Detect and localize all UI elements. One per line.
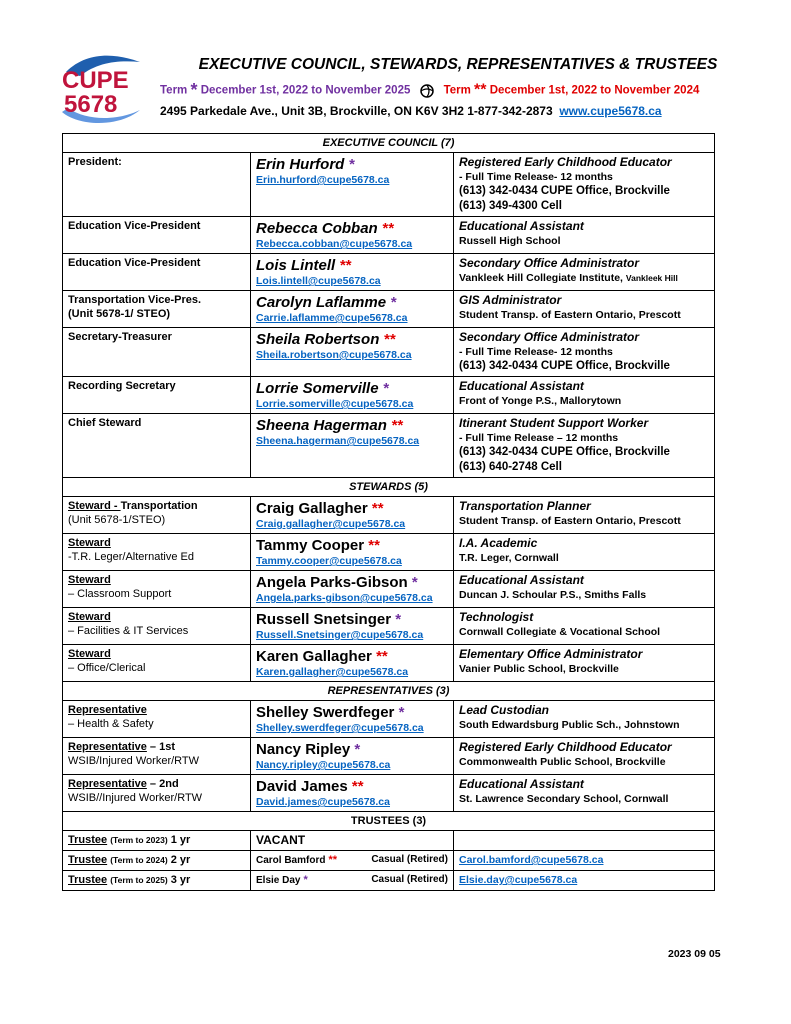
workplace-line: Cornwall Collegiate & Vocational School xyxy=(459,626,661,638)
member-name xyxy=(256,740,448,759)
job-title: Secondary Office Administrator xyxy=(459,330,640,344)
trustee-years: 3 yr xyxy=(170,874,191,886)
member-row xyxy=(63,414,715,478)
member-name-text: Carolyn Laflamme xyxy=(256,294,387,311)
role-subtitle: – Health & Safety xyxy=(68,718,154,730)
job-cell xyxy=(454,534,715,571)
member-name xyxy=(256,777,448,796)
email-link[interactable]: Sheena.hagerman@cupe5678.ca xyxy=(256,435,420,447)
role-cell xyxy=(63,775,251,812)
section-title: REPRESENTATIVES (3) xyxy=(63,682,715,701)
website-link[interactable]: www.cupe5678.ca xyxy=(559,104,662,118)
job-cell xyxy=(454,217,715,254)
member-name-text: Rebecca Cobban xyxy=(256,220,378,237)
member-name-text: Lorrie Somerville xyxy=(256,380,379,397)
email-link[interactable]: Tammy.cooper@cupe5678.ca xyxy=(256,555,402,567)
name-cell xyxy=(251,291,454,328)
email-link[interactable]: Angela.parks-gibson@cupe5678.ca xyxy=(256,592,433,604)
email-link[interactable]: Nancy.ripley@cupe5678.ca xyxy=(256,759,391,771)
member-name xyxy=(256,703,448,722)
email-link[interactable]: Shelley.swerdfeger@cupe5678.ca xyxy=(256,722,424,734)
member-row xyxy=(63,291,715,328)
trustee-status: Casual (Retired) xyxy=(371,854,448,865)
role-title: Chief Steward xyxy=(68,417,142,429)
job-title: Registered Early Childhood Educator xyxy=(459,155,672,169)
trustee-years: 2 yr xyxy=(170,854,191,866)
job-cell xyxy=(454,738,715,775)
address-line xyxy=(148,104,768,118)
job-title: Itinerant Student Support Worker xyxy=(459,416,649,430)
address: 2495 Parkedale Ave., Unit 3B, Brockville, ON K6V 3H2 1-877-342-2873 xyxy=(160,104,553,118)
member-name-text: Shelley Swerdfeger xyxy=(256,704,395,721)
role-cell xyxy=(63,645,251,682)
name-cell xyxy=(251,701,454,738)
email-link[interactable]: Lorrie.somerville@cupe5678.ca xyxy=(256,398,414,410)
trustee-title-cell xyxy=(63,871,251,891)
job-cell xyxy=(454,701,715,738)
workplace-line: South Edwardsburg Public Sch., Johnstown xyxy=(459,719,680,731)
member-name-text: David James xyxy=(256,778,348,795)
role-suffix: – 1st xyxy=(146,741,176,753)
section-title: TRUSTEES (3) xyxy=(63,812,715,831)
email-link[interactable]: Erin.hurford@cupe5678.ca xyxy=(256,174,390,186)
member-row xyxy=(63,328,715,377)
name-cell xyxy=(251,328,454,377)
member-name xyxy=(256,219,448,238)
role-subtitle: (Unit 5678-1/ STEO) xyxy=(68,308,171,320)
member-row xyxy=(63,377,715,414)
role-cell xyxy=(63,701,251,738)
term-marker: ** xyxy=(339,257,352,274)
role-title: Steward xyxy=(68,648,111,660)
member-name-text: Erin Hurford xyxy=(256,156,345,173)
job-title: Educational Assistant xyxy=(459,573,584,587)
job-title: GIS Administrator xyxy=(459,293,562,307)
trustee-email-cell xyxy=(454,851,715,871)
member-row xyxy=(63,738,715,775)
trustee-email-cell xyxy=(454,871,715,891)
document-header xyxy=(148,52,768,118)
role-title: Education Vice-President xyxy=(68,220,201,232)
member-name xyxy=(256,416,448,435)
member-name-text: Sheena Hagerman xyxy=(256,417,387,434)
name-cell xyxy=(251,645,454,682)
role-title: Education Vice-President xyxy=(68,257,201,269)
trustee-status: Casual (Retired) xyxy=(371,874,448,885)
trustee-title: Trustee xyxy=(68,834,108,846)
term-marker: * xyxy=(354,741,361,758)
trustee-row xyxy=(63,831,715,851)
term2-marker: ** xyxy=(474,81,487,99)
member-row xyxy=(63,608,715,645)
term1-label: Term xyxy=(160,84,188,97)
role-subtitle: – Office/Clerical xyxy=(68,662,146,674)
name-cell xyxy=(251,153,454,217)
job-cell xyxy=(454,254,715,291)
trustee-name: Carol Bamford xyxy=(256,855,326,866)
trustee-row xyxy=(63,851,715,871)
section-header-row xyxy=(63,682,715,701)
job-title: Educational Assistant xyxy=(459,219,584,233)
logo-text-cupe: CUPE xyxy=(62,67,129,94)
role-title: Representative xyxy=(68,704,147,716)
job-title: Educational Assistant xyxy=(459,379,584,393)
role-cell xyxy=(63,291,251,328)
workplace-line: - Full Time Release – 12 months xyxy=(459,432,619,444)
role-title: Secretary-Treasurer xyxy=(68,331,172,343)
member-name xyxy=(256,155,448,174)
email-link[interactable]: Russell.Snetsinger@cupe5678.ca xyxy=(256,629,424,641)
email-link[interactable]: Lois.lintell@cupe5678.ca xyxy=(256,275,381,287)
member-name-text: Tammy Cooper xyxy=(256,537,365,554)
term-marker: ** xyxy=(368,537,380,554)
trustee-name-cell xyxy=(251,831,454,851)
role-cell xyxy=(63,571,251,608)
member-name xyxy=(256,499,448,518)
member-name xyxy=(256,536,448,555)
workplace-line: St. Lawrence Secondary School, Cornwall xyxy=(459,793,669,805)
role-cell xyxy=(63,328,251,377)
role-title: Recording Secretary xyxy=(68,380,176,392)
name-cell xyxy=(251,608,454,645)
document-date: 2023 09 05 xyxy=(668,948,721,960)
workplace-line: T.R. Leger, Cornwall xyxy=(459,552,559,564)
member-name xyxy=(256,379,448,398)
job-title: Transportation Planner xyxy=(459,499,591,513)
member-name-text: Sheila Robertson xyxy=(256,331,380,348)
workplace-line: Commonwealth Public School, Brockville xyxy=(459,756,666,768)
trustee-name: Elsie Day xyxy=(256,875,301,886)
member-name-text: Karen Gallagher xyxy=(256,648,372,665)
role-cell xyxy=(63,738,251,775)
section-title: STEWARDS (5) xyxy=(63,478,715,497)
member-name xyxy=(256,647,448,666)
member-row xyxy=(63,497,715,534)
role-title: Steward xyxy=(68,611,111,623)
workplace-line: Front of Yonge P.S., Mallorytown xyxy=(459,395,622,407)
role-subtitle: WSIB//Injured Worker/RTW xyxy=(68,792,203,804)
member-row xyxy=(63,534,715,571)
term-marker: ** xyxy=(381,220,394,237)
term-marker: * xyxy=(398,704,405,721)
document-title: EXECUTIVE COUNCIL, STEWARDS, REPRESENTATIVES & TRUSTEES xyxy=(198,56,718,73)
workplace-text: Vankleek Hill Collegiate Institute, xyxy=(459,272,623,284)
member-name xyxy=(256,610,448,629)
email-link[interactable]: Rebecca.cobban@cupe5678.ca xyxy=(256,238,413,250)
name-cell xyxy=(251,738,454,775)
section-header-row xyxy=(63,812,715,831)
role-title: Transportation Vice-Pres. xyxy=(68,294,202,306)
trustee-row xyxy=(63,871,715,891)
job-title: Lead Custodian xyxy=(459,703,550,717)
name-cell xyxy=(251,775,454,812)
member-row xyxy=(63,254,715,291)
job-cell xyxy=(454,571,715,608)
member-name xyxy=(256,256,448,275)
job-cell xyxy=(454,328,715,377)
job-cell xyxy=(454,645,715,682)
workplace-line: Student Transp. of Eastern Ontario, Prescott xyxy=(459,309,681,321)
trustee-term: (Term to 2025) xyxy=(110,875,168,885)
workplace-line xyxy=(459,271,709,285)
role-cell xyxy=(63,153,251,217)
role-title: Steward xyxy=(68,574,111,586)
term1-text: December 1st, 2022 to November 2025 xyxy=(200,84,411,97)
job-cell xyxy=(454,608,715,645)
role-title: Representative xyxy=(68,778,147,790)
email-link[interactable]: Carrie.laflamme@cupe5678.ca xyxy=(256,312,408,324)
term-marker: ** xyxy=(328,854,338,866)
term2-text: December 1st, 2022 to November 2024 xyxy=(489,84,700,97)
logo-text-number: 5678 xyxy=(64,91,118,118)
term-marker: * xyxy=(411,574,418,591)
job-cell xyxy=(454,377,715,414)
member-name-text: Craig Gallagher xyxy=(256,500,368,517)
role-title: Steward xyxy=(68,537,111,549)
role-subtitle: (Unit 5678-1/STEO) xyxy=(68,514,166,526)
member-name-text: Nancy Ripley xyxy=(256,741,351,758)
phone-line: (613) 342-0434 CUPE Office, Brockville xyxy=(459,446,670,458)
workplace-town: Vankleek Hill xyxy=(625,273,678,283)
job-cell xyxy=(454,414,715,478)
term-marker: ** xyxy=(391,417,403,434)
term2-label: Term xyxy=(443,84,471,97)
email-link[interactable]: Elsie.day@cupe5678.ca xyxy=(459,874,578,886)
name-cell xyxy=(251,254,454,291)
term1-marker: * xyxy=(190,80,198,100)
workplace-line: Vanier Public School, Brockville xyxy=(459,663,619,675)
roster-table xyxy=(62,133,715,891)
term-marker: ** xyxy=(351,778,364,795)
role-title: Representative xyxy=(68,741,147,753)
email-link[interactable]: Carol.bamford@cupe5678.ca xyxy=(459,854,604,866)
member-name-text: Russell Snetsinger xyxy=(256,611,392,628)
role-cell xyxy=(63,217,251,254)
job-title: Elementary Office Administrator xyxy=(459,647,643,661)
phone-line: (613) 342-0434 CUPE Office, Brockville xyxy=(459,185,670,197)
job-title: Educational Assistant xyxy=(459,777,584,791)
email-link[interactable]: Sheila.robertson@cupe5678.ca xyxy=(256,349,412,361)
role-title: President: xyxy=(68,156,122,168)
workplace-line: Student Transp. of Eastern Ontario, Prescott xyxy=(459,515,681,527)
section-header-row xyxy=(63,478,715,497)
member-name-text: Angela Parks-Gibson xyxy=(256,574,408,591)
email-link[interactable]: Craig.gallagher@cupe5678.ca xyxy=(256,518,406,530)
email-link[interactable]: David.james@cupe5678.ca xyxy=(256,796,390,808)
section-title: EXECUTIVE COUNCIL (7) xyxy=(63,134,715,153)
name-cell xyxy=(251,497,454,534)
job-cell xyxy=(454,497,715,534)
trustee-title: Trustee xyxy=(68,874,108,886)
role-cell xyxy=(63,534,251,571)
term-marker: * xyxy=(382,380,389,397)
phone-line: (613) 342-0434 CUPE Office, Brockville xyxy=(459,360,670,372)
job-cell xyxy=(454,153,715,217)
member-row xyxy=(63,153,715,217)
workplace-line: Duncan J. Schoular P.S., Smiths Falls xyxy=(459,589,647,601)
trustee-term: (Term to 2024) xyxy=(110,855,168,865)
phone-line: (613) 640-2748 Cell xyxy=(459,461,562,473)
role-cell xyxy=(63,377,251,414)
role-subtitle: – Facilities & IT Services xyxy=(68,625,189,637)
trustee-name-cell xyxy=(251,871,454,891)
member-row xyxy=(63,217,715,254)
job-cell xyxy=(454,291,715,328)
member-name xyxy=(256,293,448,312)
trustee-email-cell xyxy=(454,831,715,851)
trustee-name: VACANT xyxy=(256,833,306,847)
workplace-line: - Full Time Release- 12 months xyxy=(459,171,613,183)
trustee-term: (Term to 2023) xyxy=(110,835,168,845)
job-title: Technologist xyxy=(459,610,534,624)
job-cell xyxy=(454,775,715,812)
role-cell xyxy=(63,608,251,645)
job-title: Secondary Office Administrator xyxy=(459,256,640,270)
job-title: Registered Early Childhood Educator xyxy=(459,740,672,754)
term-marker: * xyxy=(303,874,308,886)
trustee-title-cell xyxy=(63,831,251,851)
trustee-title-cell xyxy=(63,851,251,871)
role-subtitle: WSIB/Injured Worker/RTW xyxy=(68,755,200,767)
cupe-logo xyxy=(58,52,142,126)
role-cell xyxy=(63,414,251,478)
name-cell xyxy=(251,534,454,571)
member-name xyxy=(256,573,448,592)
term-marker: * xyxy=(395,611,402,628)
name-cell xyxy=(251,377,454,414)
member-row xyxy=(63,701,715,738)
name-cell xyxy=(251,217,454,254)
spiral-icon xyxy=(420,84,434,98)
term-line xyxy=(148,80,768,101)
member-name-text: Lois Lintell xyxy=(256,257,336,274)
role-cell xyxy=(63,254,251,291)
section-header-row xyxy=(63,134,715,153)
job-title: I.A. Academic xyxy=(459,536,538,550)
trustee-name-cell xyxy=(251,851,454,871)
role-subtitle: -T.R. Leger/Alternative Ed xyxy=(68,551,194,563)
name-cell xyxy=(251,571,454,608)
role-suffix: – 2nd xyxy=(146,778,179,790)
email-link[interactable]: Karen.gallagher@cupe5678.ca xyxy=(256,666,409,678)
workplace-line: - Full Time Release- 12 months xyxy=(459,346,613,358)
member-row xyxy=(63,645,715,682)
trustee-years: 1 yr xyxy=(170,834,191,846)
role-cell xyxy=(63,497,251,534)
role-subtitle: – Classroom Support xyxy=(68,588,172,600)
term-marker: ** xyxy=(383,331,396,348)
member-row xyxy=(63,571,715,608)
phone-line: (613) 349-4300 Cell xyxy=(459,200,562,212)
name-cell xyxy=(251,414,454,478)
term-marker: ** xyxy=(371,500,384,517)
workplace-line: Russell High School xyxy=(459,235,561,247)
member-name xyxy=(256,330,448,349)
term-marker: * xyxy=(348,156,355,173)
trustee-title: Trustee xyxy=(68,854,108,866)
term-marker: * xyxy=(390,294,397,311)
member-row xyxy=(63,775,715,812)
role-title: Steward - xyxy=(68,500,121,512)
role-suffix: Transportation xyxy=(120,500,198,512)
term-marker: ** xyxy=(376,648,388,665)
